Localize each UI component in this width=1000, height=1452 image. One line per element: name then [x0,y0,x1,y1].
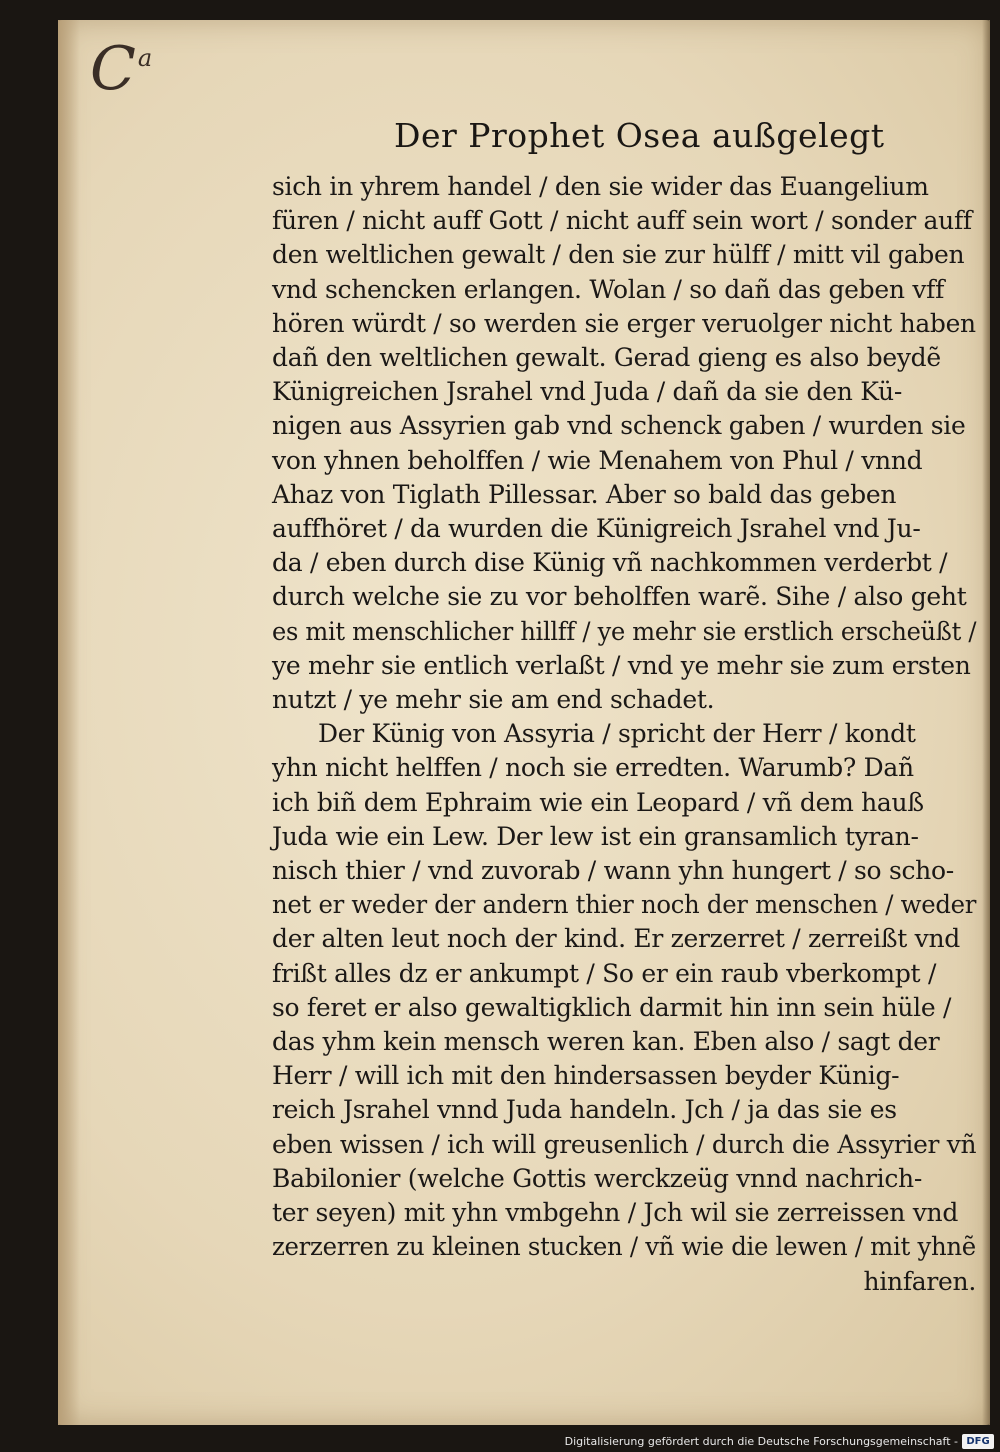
text-line: der alten leut noch der kind. Er zerzerret / zerreißt vnd [272,924,960,954]
text-line: vnd schencken erlangen. Wolan / so dañ das geben vff [272,274,945,304]
signature-letter: a [137,44,153,72]
text-line: reich Jsrahel vnnd Juda handeln. Jch / ja das sie es [272,1095,897,1125]
text-line: zerzerren zu kleinen stucken / vñ wie die lewen / mit yhnẽ [272,1232,976,1262]
page-edge-shadow [982,20,990,1425]
text-line: ich biñ dem Ephraim wie ein Leopard / vñ dem hauß [272,787,924,817]
text-line: füren / nicht auff Gott / nicht auff sein wort / sonder auff [272,206,972,236]
body-text [272,170,976,1299]
text-line: von yhnen beholffen / wie Menahem von Phul / vnnd [272,445,923,475]
text-line: ter seyen) mit yhn vmbgehn / Jch wil sie zerreissen vnd [272,1198,959,1228]
text-line: nigen aus Assyrien gab vnd schenck gaben / wurden sie [272,411,966,441]
dfg-logo: DFG [962,1434,994,1449]
text-line: Babilonier (welche Gottis werckzeüg vnnd nachrich- [272,1163,922,1193]
text-line: Juda wie ein Lew. Der lew ist ein gransamlich tyran- [272,821,919,851]
text-line: da / eben durch dise Künig vñ nachkommen verderbt / [272,548,948,578]
text-line: es mit menschlicher hillff / ye mehr sie erstlich erscheüßt / [272,616,977,646]
footer-bar [0,1430,1000,1452]
text-line: so feret er also gewaltigklich darmit hin inn sein hüle / [272,992,952,1022]
funding-credit: Digitalisierung gefördert durch die Deutsche Forschungsgemeinschaft - [564,1435,958,1448]
text-line: net er weder der andern thier noch der menschen / weder [272,890,977,920]
text-line: ye mehr sie entlich verlaßt / vnd ye mehr sie zum ersten [272,650,971,680]
text-line: yhn nicht helffen / noch sie erredten. Warumb? Dañ [272,753,914,783]
book-page [58,20,990,1425]
text-line: Ahaz von Tiglath Pillessar. Aber so bald das geben [272,479,897,509]
text-line: Künigreichen Jsrahel vnd Juda / dañ da sie den Kü- [272,377,902,407]
text-line: nisch thier / vnd zuvorab / wann yhn hungert / so scho- [272,856,954,886]
text-line: auffhöret / da wurden die Künigreich Jsrahel vnd Ju- [272,514,921,544]
text-line: Der Künig von Assyria / spricht der Herr / kondt [318,719,916,749]
text-line: den weltlichen gewalt / den sie zur hülff / mitt vil gaben [272,240,965,270]
text-line: durch welche sie zu vor beholffen warẽ. Sihe / also geht [272,582,967,612]
text-line: dañ den weltlichen gewalt. Gerad gieng es also beydẽ [272,343,941,373]
text-line: das yhm kein mensch weren kan. Eben also / sagt der [272,1027,940,1057]
signature-flourish-icon: C [90,34,136,104]
text-line: eben wissen / ich will greusenlich / durch die Assyrier vñ [272,1129,977,1159]
running-head: Der Prophet Osea außgelegt [394,116,885,155]
text-line: frißt alles dz er ankumpt / So er ein raub vberkompt / [272,958,937,988]
text-line: hinfaren. [863,1266,976,1296]
signature-mark [90,34,153,104]
text-line: Herr / will ich mit den hindersassen beyder Künig- [272,1061,900,1091]
text-line: hören würdt / so werden sie erger veruolger nicht haben [272,308,976,338]
text-line: sich in yhrem handel / den sie wider das Euangelium [272,172,929,201]
page-spine-shadow [58,20,80,1425]
text-line: nutzt / ye mehr sie am end schadet. [272,685,715,715]
